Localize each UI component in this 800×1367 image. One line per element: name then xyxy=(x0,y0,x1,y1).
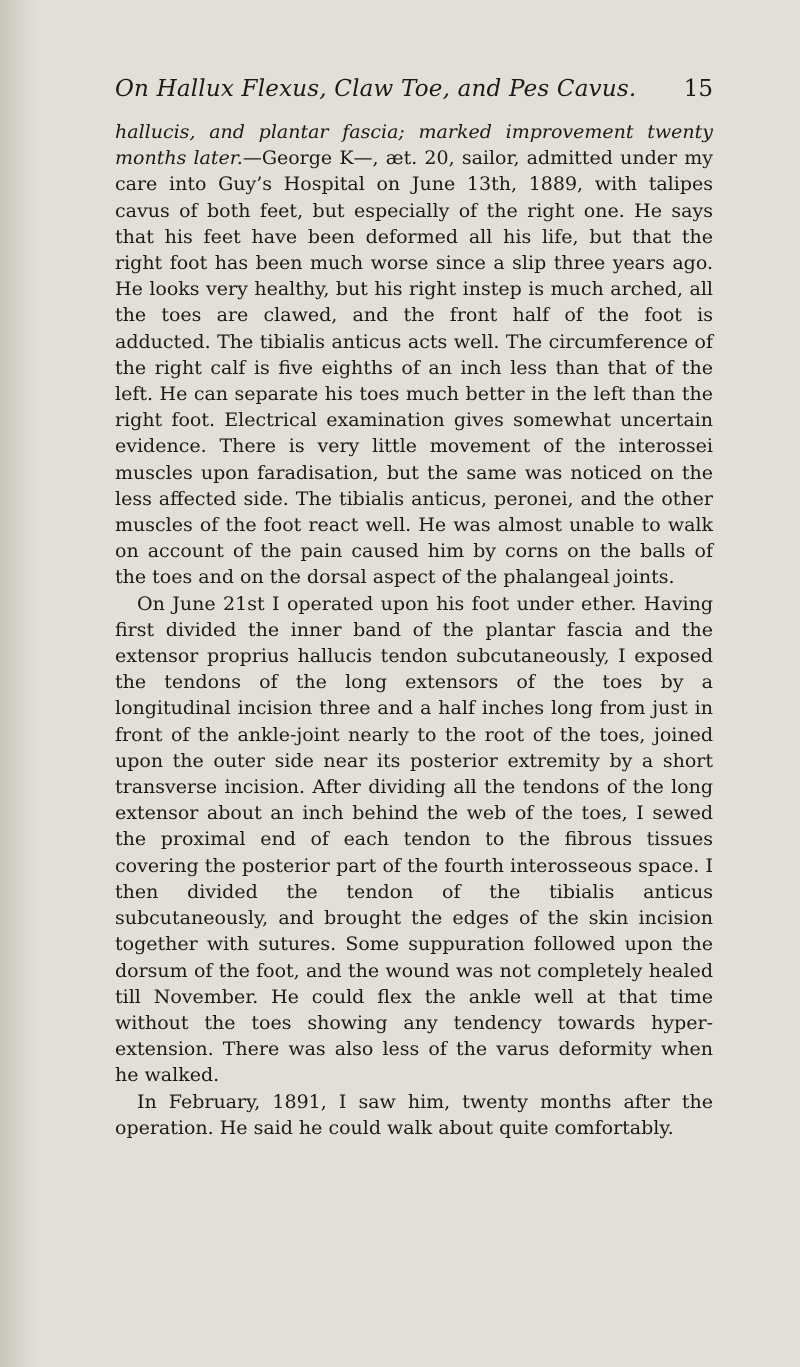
page-number: 15 xyxy=(683,76,713,102)
running-head xyxy=(115,76,713,110)
paragraph-follow-up: In February, 1891, I saw him, twenty months after the operation. He said he could walk about quite comfortably. xyxy=(115,1090,713,1139)
text-body xyxy=(115,119,713,1141)
running-title: On Hallux Flexus, Claw Toe, and Pes Cavus. xyxy=(115,76,637,102)
paragraph-case-history xyxy=(115,119,713,591)
case-heading-continuation: hallucis, and plantar fascia; marked improvement twenty months later. xyxy=(115,121,713,170)
paragraph-operation: On June 21st I operated upon his foot under ether. Having first divided the inner band of the plantar fascia and the extensor proprius hallucis tendon subcutaneously, I exposed the tendons of the long extensors of the toes by a longitudinal incision three and a half inches long from just in front of the ankle-joint nearly to the root of the toes, joined upon the outer side near its posterior extremity by a short transverse incision. After dividing all the tendons of the long extensor about an inch behind the web of the toes, I sewed the proximal end of each tendon to the fibrous tissues covering the posterior part of the fourth interosseous space. I then divided the tendon of the tibialis anticus subcutaneously, and brought the edges of the skin incision together with sutures. Some suppuration followed upon the dorsum of the foot, and the wound was not completely healed till November. He could flex the ankle well at that time without the toes showing any tendency towards hyper-extension. There was also less of the varus deformity when he walked. xyxy=(115,592,713,1087)
case-history-text: —George K—, æt. 20, sailor, admitted under my care into Guy’s Hospital on June 13th, 1889, with talipes cavus of both feet, but especially of the right one. He says that his feet have been deformed all his life, but that the right foot has been much worse since a slip three years ago. He looks very healthy, but his right instep is much arched, all the toes are clawed, and the front half of the foot is adducted. The tibialis anticus acts well. The circumference of the right calf is five eighths of an inch less than that of the left. He can separate his toes much better in the left than the right foot. Electrical examination gives somewhat uncertain evidence. There is very little movement of the interossei muscles upon faradisation, but the same was noticed on the less affected side. The tibialis anticus, peronei, and the other muscles of the foot react well. He was almost unable to walk on account of the pain caused him by corns on the balls of the toes and on the dorsal aspect of the phalangeal joints. xyxy=(115,147,713,589)
page-edge-shadow xyxy=(0,0,40,1367)
